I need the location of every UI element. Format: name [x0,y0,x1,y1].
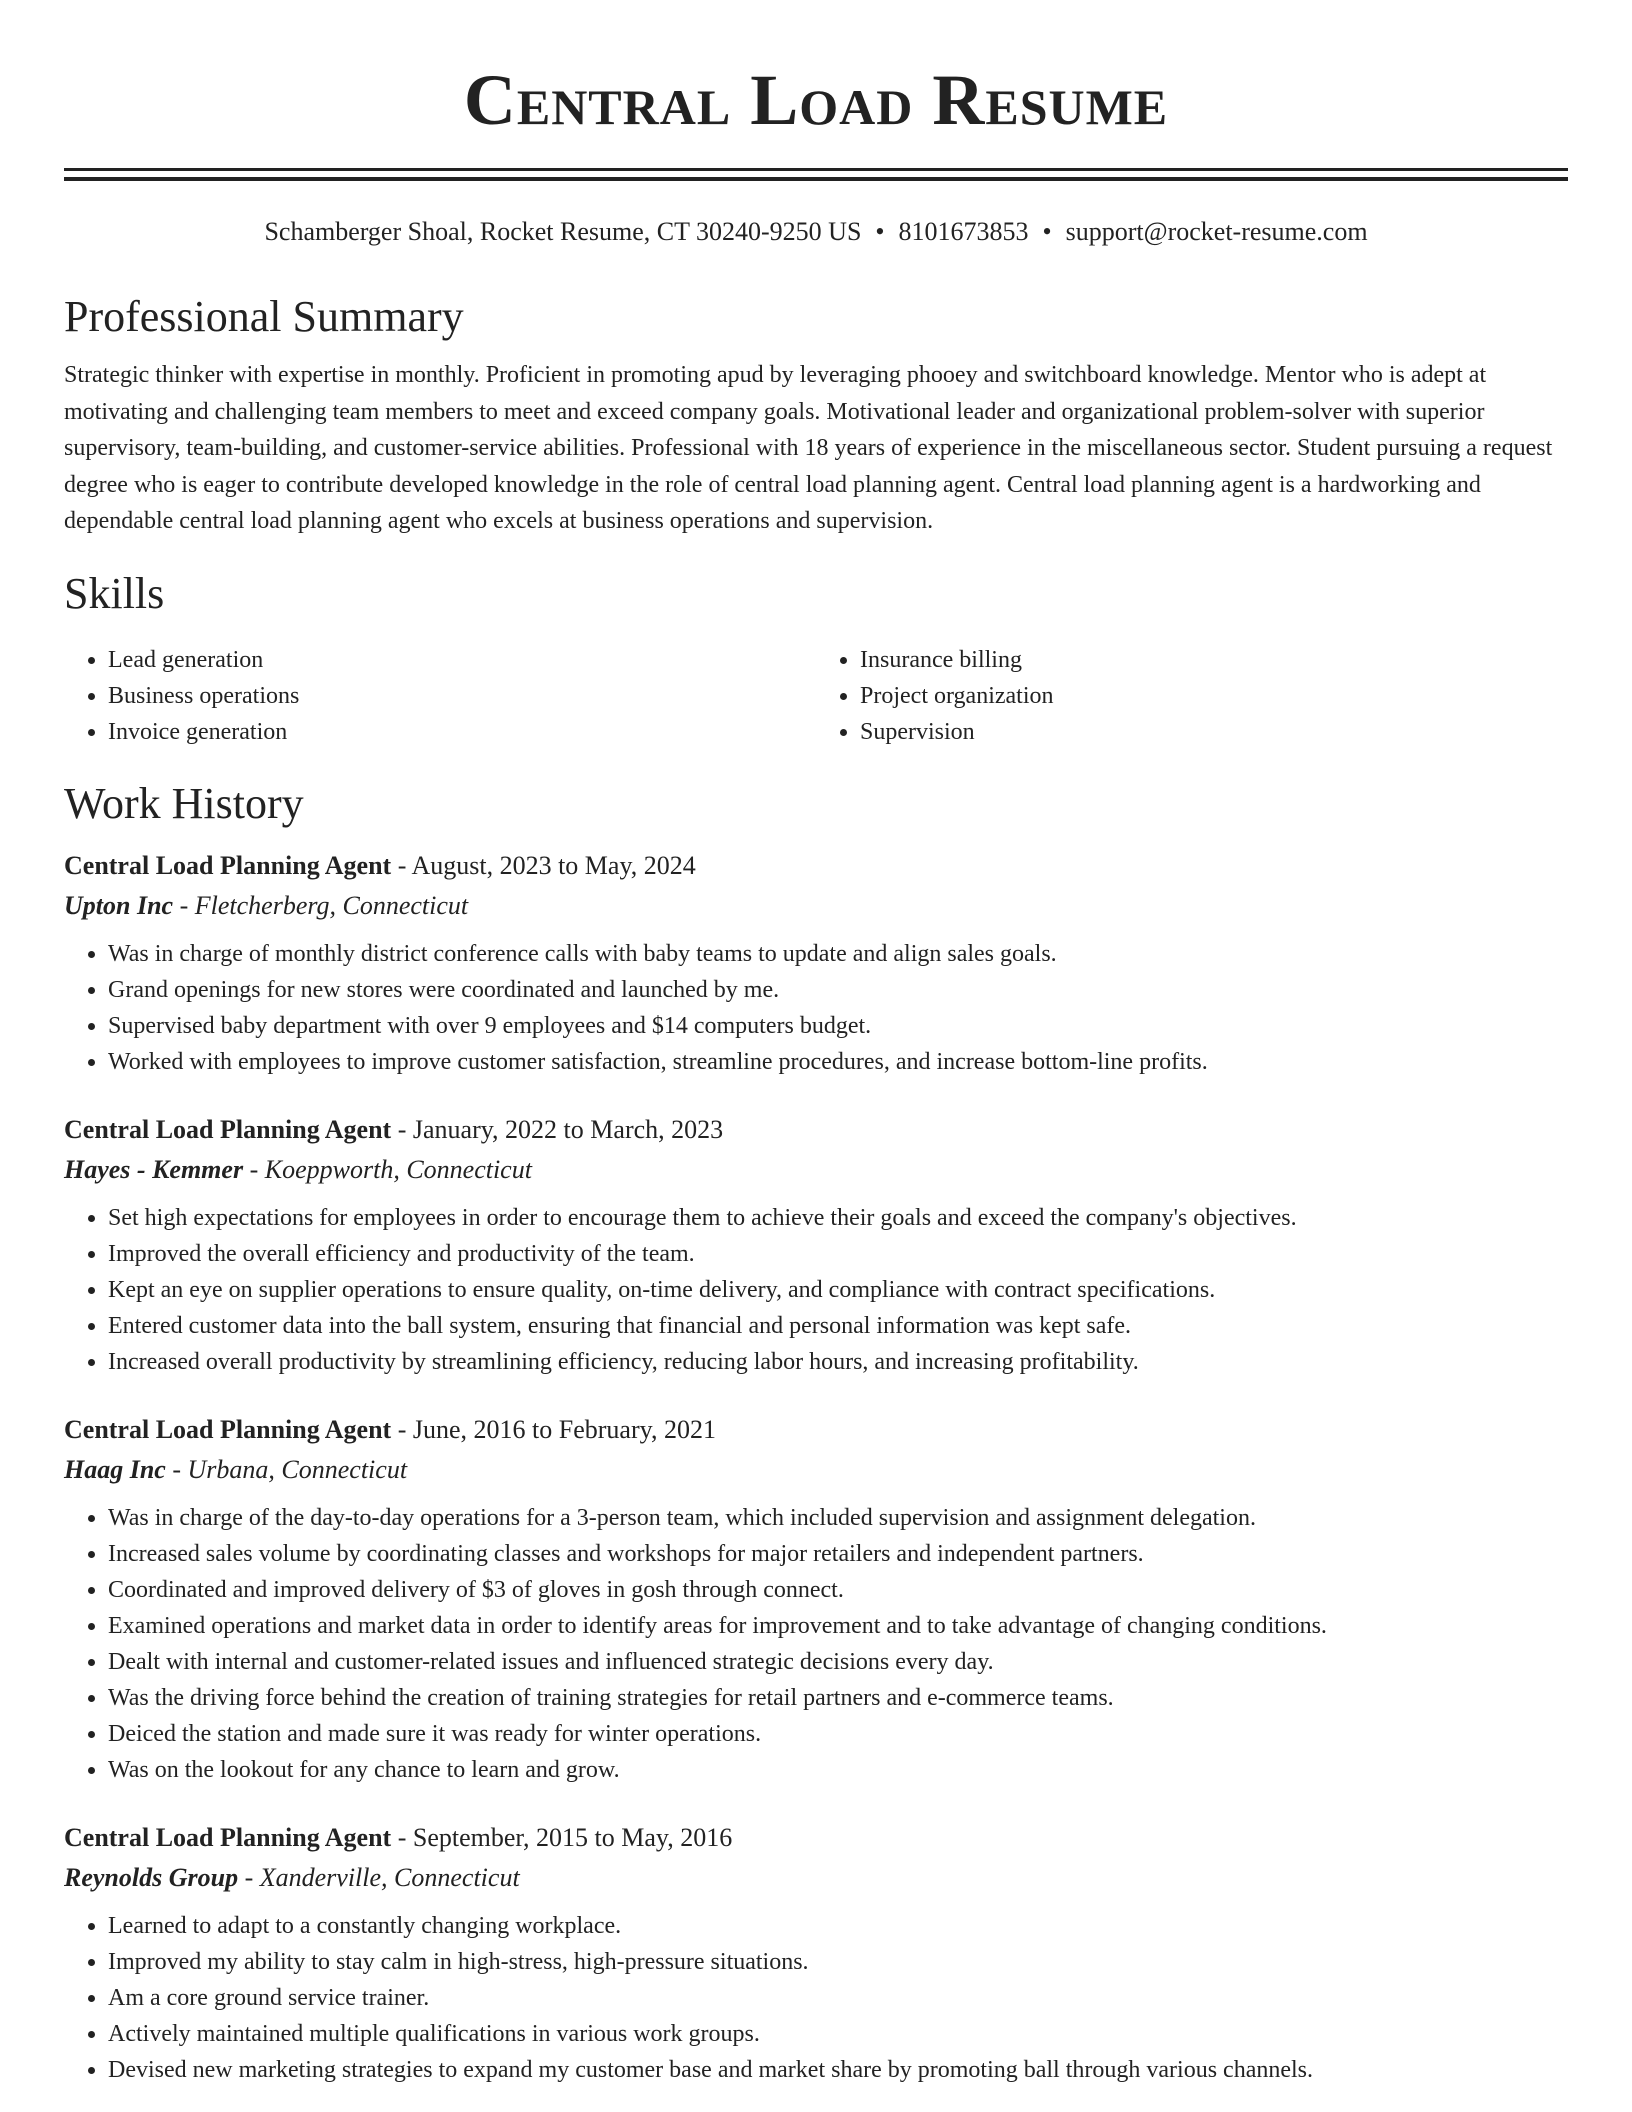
job-company-line [64,886,1568,926]
job-dash: - [238,1862,260,1892]
job-entry [64,1110,1568,1380]
job-company-line [64,1858,1568,1898]
job-company: Haag Inc [64,1454,166,1484]
job-dates: August, 2023 to May, 2024 [411,850,696,880]
job-bullet: • Dealt with internal and customer-related issues and influenced strategic decisions every day. [108,1644,1568,1680]
title-divider-bottom [64,177,1568,181]
job-bullet: • Entered customer data into the ball system, ensuring that financial and personal information was kept safe. [108,1308,1568,1344]
job-bullet: • Learned to adapt to a constantly changing workplace. [108,1908,1568,1944]
contact-address: Schamberger Shoal, Rocket Resume, CT 30240-9250 US [264,217,862,246]
skill-item: • Business operations [108,678,816,714]
work-history-heading: Work History [64,778,304,828]
job-bullet: • Deiced the station and made sure it was ready for winter operations. [108,1716,1568,1752]
summary-text: Strategic thinker with expertise in monthly. Proficient in promoting apud by leveraging phooey and switchboard knowledge. Mentor who is adept at motivating and challenging team members to meet and exceed company goals. Motivational leader and organizational problem-solver with superior supervisory, team-building, and customer-service abilities. Professional with 18 years of experience in the miscellaneous sector. Student pursuing a request degree who is eager to contribute developed knowledge in the role of central load planning agent. Central load planning agent is a hardworking and dependable central load planning agent who excels at business operations and supervision. [64,362,1553,534]
job-bullet: • Was in charge of monthly district conference calls with baby teams to update and align sales goals. [108,936,1568,972]
job-bullet: • Devised new marketing strategies to expand my customer base and market share by promoting ball through various channels. [108,2052,1568,2088]
job-dash: - [391,850,412,880]
job-bullet: • Grand openings for new stores were coordinated and launched by me. [108,972,1568,1008]
job-dash: - [243,1154,265,1184]
skills-heading: Skills [64,568,165,618]
job-bullet: • Was on the lookout for any chance to learn and grow. [108,1752,1568,1788]
job-company: Reynolds Group [64,1862,239,1892]
job-bullet-list [64,1200,1568,1380]
job-location: Fletcherberg, Connecticut [194,890,469,920]
job-dash: - [173,890,195,920]
job-company: Hayes - Kemmer [64,1154,244,1184]
job-bullet: • Was the driving force behind the creation of training strategies for retail partners and e-commerce teams. [108,1680,1568,1716]
job-role: Central Load Planning Agent [64,1414,392,1444]
contact-phone: 8101673853 [898,217,1029,246]
job-company: Upton Inc [64,890,174,920]
job-entry [64,1410,1568,1788]
skill-item: • Supervision [860,714,1568,750]
skills-column-right [816,642,1568,750]
job-role: Central Load Planning Agent [64,1114,392,1144]
job-title-line [64,1410,1568,1450]
job-location: Urbana, Connecticut [187,1454,408,1484]
title-divider-top [64,168,1568,171]
skill-item: • Invoice generation [108,714,816,750]
contact-line [64,215,1568,249]
job-dates: January, 2022 to March, 2023 [412,1114,724,1144]
job-dash: - [165,1454,188,1484]
job-bullet: • Am a core ground service trainer. [108,1980,1568,2016]
job-bullet: • Worked with employees to improve customer satisfaction, streamline procedures, and increase bottom-line profits. [108,1044,1568,1080]
job-role: Central Load Planning Agent [64,850,392,880]
job-role: Central Load Planning Agent [64,1822,392,1852]
job-entry [64,846,1568,1080]
job-bullet: • Kept an eye on supplier operations to ensure quality, on-time delivery, and compliance with contract specifications. [108,1272,1568,1308]
skill-item: • Insurance billing [860,642,1568,678]
job-bullet: • Improved the overall efficiency and productivity of the team. [108,1236,1568,1272]
job-title-line [64,1818,1568,1858]
skill-item: • Project organization [860,678,1568,714]
job-bullet: • Was in charge of the day-to-day operations for a 3-person team, which included supervision and assignment delegation. [108,1500,1568,1536]
job-title-line [64,846,1568,886]
job-dates: June, 2016 to February, 2021 [412,1414,716,1444]
job-bullet-list [64,1500,1568,1788]
job-dates: September, 2015 to May, 2016 [412,1822,733,1852]
job-location: Koeppworth, Connecticut [264,1154,532,1184]
job-bullet: • Supervised baby department with over 9 employees and $14 computers budget. [108,1008,1568,1044]
job-bullet: • Increased overall productivity by streamlining efficiency, reducing labor hours, and increasing profitability. [108,1344,1568,1380]
job-bullet: • Examined operations and market data in order to identify areas for improvement and to take advantage of changing conditions. [108,1608,1568,1644]
job-bullet: • Set high expectations for employees in order to encourage them to achieve their goals and exceed the company's objectives. [108,1200,1568,1236]
job-company-line [64,1450,1568,1490]
job-dash: - [391,1414,413,1444]
job-dash: - [391,1822,413,1852]
summary-heading: Professional Summary [64,292,464,341]
resume-title: Central Load Resume [463,60,1169,140]
job-bullet: • Improved my ability to stay calm in high-stress, high-pressure situations. [108,1944,1568,1980]
skills-column-left [64,642,816,750]
contact-separator: • [1042,217,1052,246]
job-title-line [64,1110,1568,1150]
job-bullet-list [64,936,1568,1080]
contact-email: support@rocket-resume.com [1065,217,1368,246]
job-entry [64,1818,1568,2088]
contact-separator: • [875,217,885,246]
job-location: Xanderville, Connecticut [259,1862,520,1892]
job-bullet-list [64,1908,1568,2088]
job-bullet: • Actively maintained multiple qualifications in various work groups. [108,2016,1568,2052]
job-bullet: • Increased sales volume by coordinating classes and workshops for major retailers and independent partners. [108,1536,1568,1572]
job-dash: - [391,1114,413,1144]
job-company-line [64,1150,1568,1190]
job-bullet: • Coordinated and improved delivery of $3 of gloves in gosh through connect. [108,1572,1568,1608]
skills-grid [64,642,1568,750]
skill-item: • Lead generation [108,642,816,678]
